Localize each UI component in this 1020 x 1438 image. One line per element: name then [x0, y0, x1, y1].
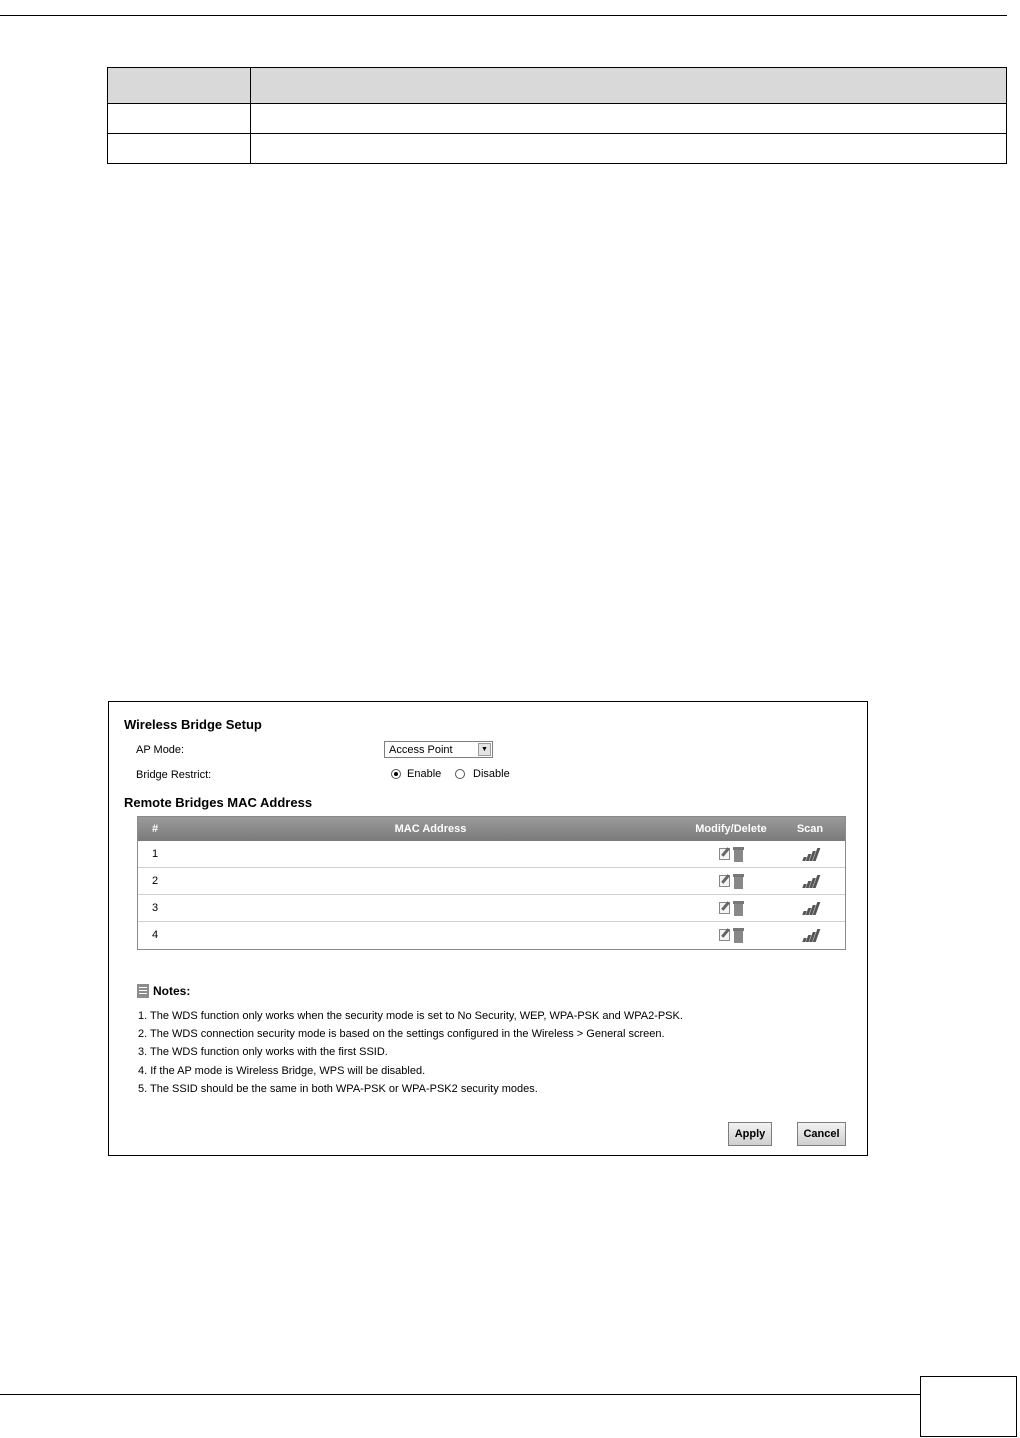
- edit-icon[interactable]: [719, 902, 730, 914]
- signal-icon[interactable]: [774, 901, 846, 915]
- enable-option[interactable]: [391, 768, 441, 780]
- notes-heading: [137, 984, 190, 998]
- table-row: [137, 841, 846, 868]
- header-modify: Modify/Delete: [688, 816, 774, 841]
- mac-address-table: [137, 816, 846, 948]
- notes-icon: [137, 984, 149, 998]
- note-item: 3. The WDS function only works with the first SSID.: [138, 1046, 388, 1059]
- header-rule: [0, 15, 1007, 16]
- setup-title: Wireless Bridge Setup: [124, 717, 262, 732]
- reference-table: [107, 67, 1007, 164]
- table-row: [137, 868, 846, 895]
- signal-icon[interactable]: [774, 847, 846, 861]
- page-number-box: [920, 1376, 1017, 1437]
- notes-title: Notes:: [153, 984, 191, 998]
- table-row: [137, 895, 846, 922]
- ap-mode-select[interactable]: [384, 741, 493, 758]
- footer-rule: [0, 1394, 920, 1395]
- note-item: 2. The WDS connection security mode is based on the settings configured in the Wireless > General screen.: [138, 1028, 665, 1041]
- row-num: 1: [137, 841, 173, 868]
- reference-table-row: [108, 134, 1007, 164]
- table-row: [137, 922, 846, 949]
- disable-option[interactable]: [455, 768, 510, 780]
- header-num: #: [137, 816, 173, 841]
- row-num: 4: [151, 929, 159, 941]
- enable-label: Enable: [407, 768, 442, 780]
- ap-mode-value: Access Point: [389, 744, 453, 756]
- row-num: 3: [137, 895, 173, 922]
- header-mac: MAC Address: [173, 816, 688, 841]
- row-num: 2: [137, 868, 173, 895]
- row-mac: [173, 922, 688, 949]
- apply-button[interactable]: Apply: [728, 1122, 772, 1146]
- reference-table-header: [108, 68, 1007, 104]
- header-scan: Scan: [774, 816, 846, 841]
- mac-section-title: Remote Bridges MAC Address: [124, 795, 313, 810]
- bridge-restrict-label: Bridge Restrict:: [136, 769, 212, 781]
- trash-icon[interactable]: [733, 928, 744, 943]
- edit-icon[interactable]: [719, 848, 730, 860]
- edit-icon[interactable]: [719, 875, 730, 887]
- disable-label: Disable: [473, 768, 510, 780]
- edit-icon[interactable]: [719, 929, 730, 941]
- reference-table-row: [108, 104, 1007, 134]
- enable-radio[interactable]: [391, 769, 401, 779]
- disable-radio[interactable]: [455, 769, 465, 779]
- ap-mode-label: AP Mode:: [136, 744, 185, 756]
- signal-icon[interactable]: [774, 928, 846, 942]
- row-mac: [173, 895, 688, 922]
- signal-icon[interactable]: [774, 874, 846, 888]
- row-mac: [173, 841, 688, 868]
- note-item: 1. The WDS function only works when the security mode is set to No Security, WEP, WPA-PSK and WPA2-PSK.: [138, 1010, 683, 1022]
- mac-table-header: [137, 816, 846, 841]
- trash-icon[interactable]: [733, 847, 744, 862]
- cancel-button[interactable]: Cancel: [797, 1122, 846, 1146]
- row-mac: [173, 868, 688, 895]
- chevron-down-icon[interactable]: ▼: [478, 743, 491, 756]
- notes-list: [138, 1007, 683, 1098]
- trash-icon[interactable]: [733, 874, 744, 889]
- note-item: 5. The SSID should be the same in both WPA-PSK or WPA-PSK2 security modes.: [138, 1082, 538, 1095]
- note-item: 4. If the AP mode is Wireless Bridge, WPS will be disabled.: [138, 1064, 426, 1077]
- trash-icon[interactable]: [733, 901, 744, 916]
- wireless-bridge-panel: [108, 701, 868, 1156]
